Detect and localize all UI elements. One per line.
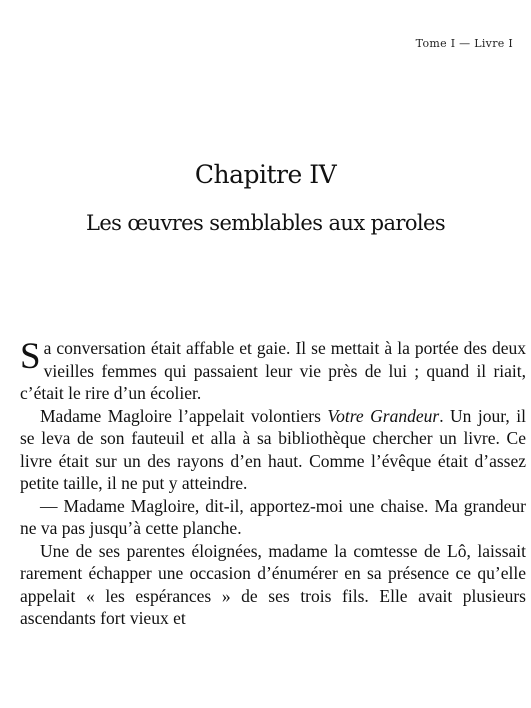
paragraph-2 bbox=[20, 405, 526, 495]
paragraph-2-after: . Un jour, il se leva de son fauteuil et alla à sa bibliothèque chercher un livre. Ce livre était sur un des rayons d’en haut. Comme l’évêque était d’assez petite taille, il ne put y atteindre. bbox=[20, 405, 526, 493]
paragraph-1 bbox=[20, 337, 526, 405]
body-text bbox=[20, 337, 526, 630]
paragraph-3: — Madame Magloire, dit-il, apportez-moi une chaise. Ma grandeur ne va pas jusqu’à cette planche. bbox=[20, 495, 526, 538]
paragraph-1-text: a conversation était affable et gaie. Il se mettait à la portée des deux vieilles femmes qui passaient leur vie près de lui ; quand il riait, c’était le rire d’un écolier. bbox=[20, 338, 526, 403]
paragraph-2-italic: Votre Grandeur bbox=[327, 405, 440, 426]
chapter-title: Chapitre IV bbox=[194, 160, 337, 189]
running-header: Tome I — Livre I bbox=[415, 37, 513, 50]
paragraph-2-before: Madame Magloire l’appelait volontiers bbox=[40, 405, 328, 426]
chapter-subtitle: Les œuvres semblables aux paroles bbox=[85, 211, 446, 235]
paragraph-4: Une de ses parentes éloignées, madame la comtesse de Lô, laissait rarement échapper une occasion d’énumérer en sa présence ce qu’elle appelait « les espérances » de ses trois fils. Elle avait plusieurs ascendants fort vieux et bbox=[20, 540, 526, 628]
drop-cap: S bbox=[20, 336, 41, 377]
